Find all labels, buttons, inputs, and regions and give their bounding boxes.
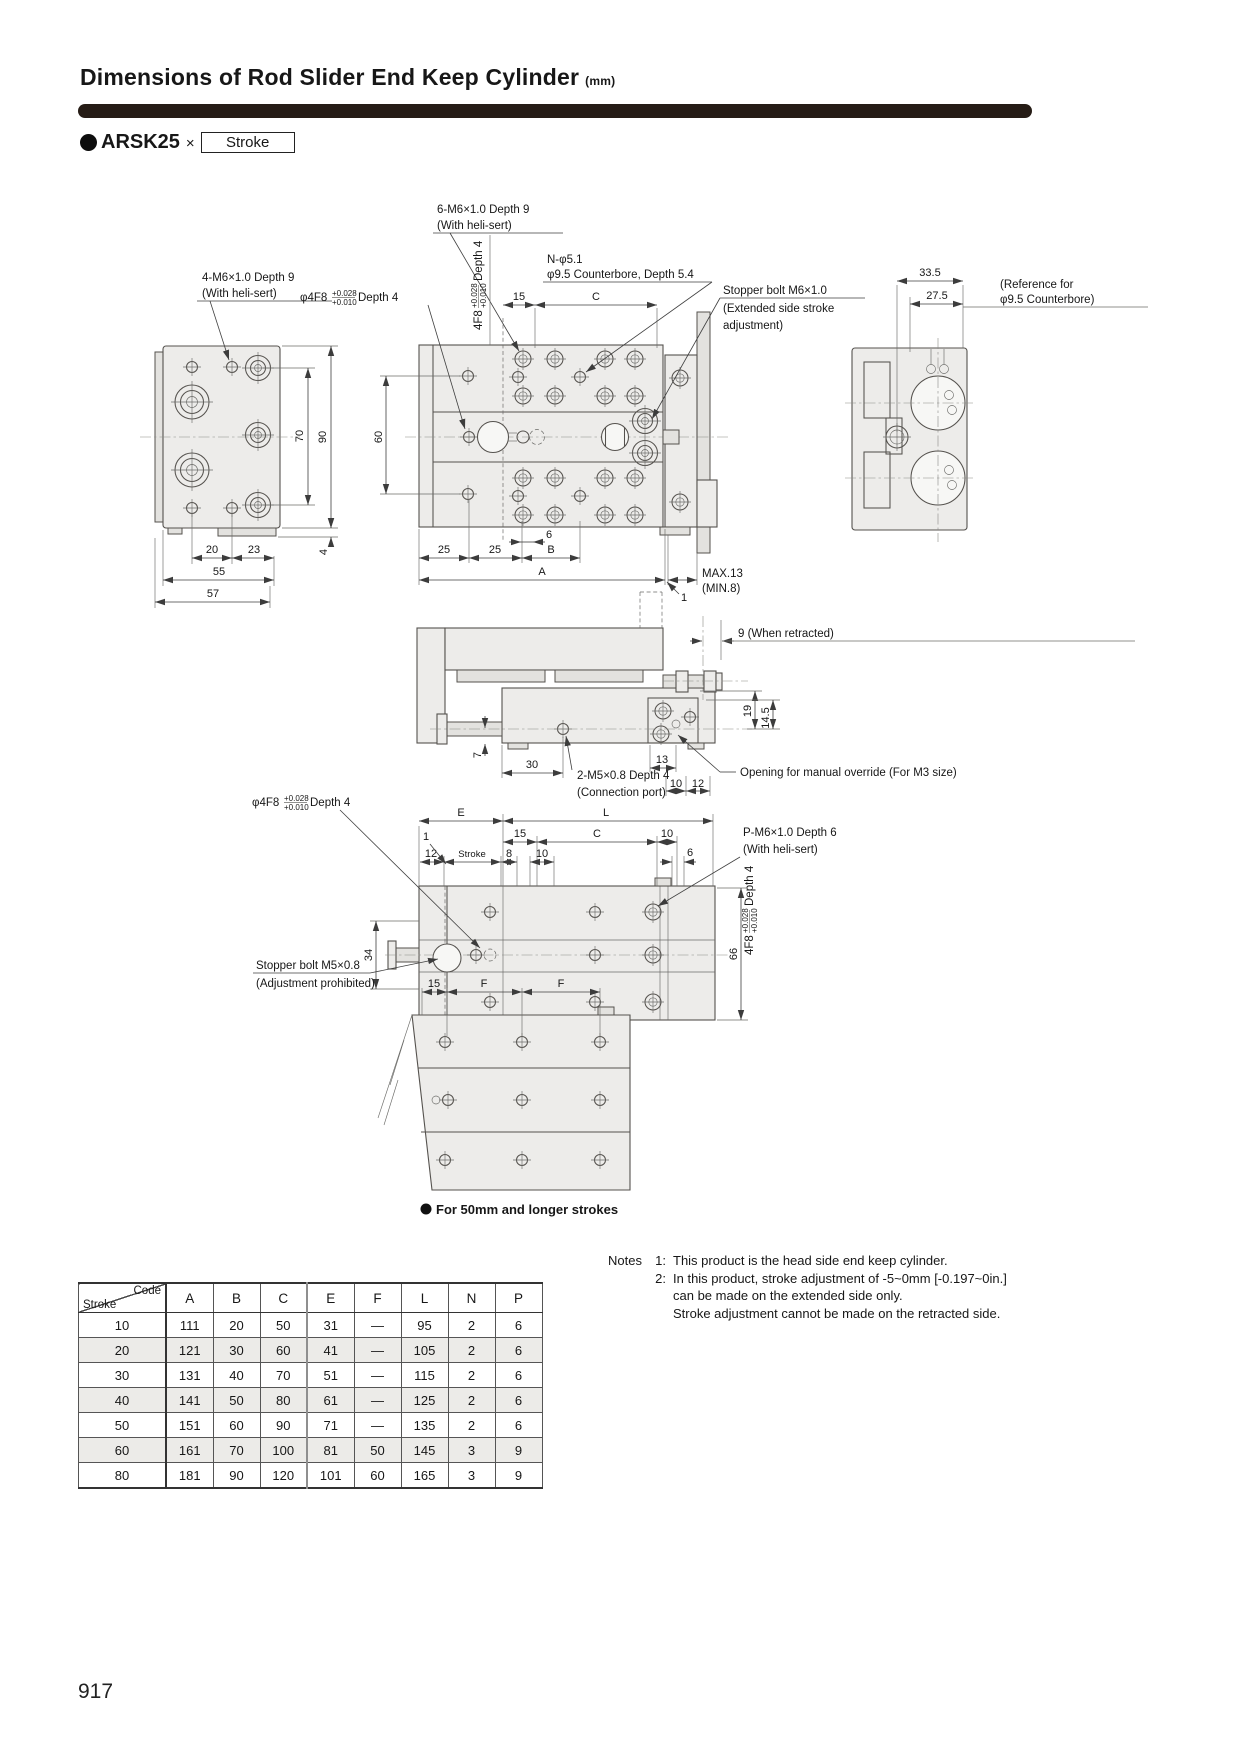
dim-15b: 15 [513, 828, 527, 840]
label-stopper-m5: Stopper bolt M5×0.8 [256, 960, 360, 972]
dim-30: 30 [525, 759, 539, 771]
label-thread-6m6-sub: (With heli-sert) [437, 220, 512, 232]
col-B: B [213, 1283, 260, 1313]
dim-A: A [538, 566, 546, 578]
dim-20: 20 [205, 544, 219, 556]
svg-text:+0.010: +0.010 [479, 283, 488, 308]
view-end-cap [140, 272, 338, 608]
view-plan [300, 204, 865, 604]
label-pin-depth: Depth 4 [358, 292, 399, 304]
dim-23: 23 [247, 544, 261, 556]
dim-Cb: C [593, 828, 601, 840]
dim-max13: MAX.13 [702, 568, 743, 580]
corner-code-label: Code [133, 1285, 161, 1297]
dim-10: 10 [669, 778, 683, 790]
table-row: 10 111 20 50 31 — 95 2 6 [79, 1313, 543, 1338]
tolerance-upper-b: +0.028 [284, 794, 309, 803]
dim-B: B [547, 544, 555, 556]
label-stopper-m6-sub2: adjustment) [723, 320, 784, 332]
dim-L: L [602, 807, 610, 819]
dim-33-5: 33.5 [919, 267, 941, 279]
col-C: C [260, 1283, 307, 1313]
svg-text:+0.010: +0.010 [750, 908, 759, 933]
table-row: 60 161 70 100 81 50 145 3 9 [79, 1438, 543, 1463]
col-N: N [448, 1283, 495, 1313]
dim-C: C [592, 291, 600, 303]
dim-12: 12 [691, 778, 705, 790]
table-row: 20 121 30 60 41 — 105 2 6 [79, 1338, 543, 1363]
view-side-end [845, 267, 1148, 542]
label-n-hole: N-φ5.1 [547, 254, 583, 266]
page-number: 917 [78, 1680, 114, 1703]
tolerance-lower-b: +0.010 [284, 803, 309, 812]
corner-stroke-label: Stroke [83, 1299, 117, 1311]
dim-4: 4 [318, 548, 330, 556]
table-row: 40 141 50 80 61 — 125 2 6 [79, 1388, 543, 1413]
label-pin-hole: φ4F8 [300, 292, 328, 304]
col-E: E [307, 1283, 354, 1313]
note-2-text: In this product, stroke adjustment of -5~0mm [-0.197~0in.] [673, 1270, 1007, 1286]
dim-6b: 6 [686, 847, 694, 859]
dim-15c: 15 [427, 978, 441, 990]
dim-66: 66 [728, 947, 740, 961]
dim-19: 19 [742, 704, 754, 718]
dim-min8: (MIN.8) [702, 583, 741, 595]
label-connection-port: 2-M5×0.8 Depth 4 [577, 770, 670, 782]
multiply-sign: × [185, 135, 195, 152]
dim-F1: F [480, 978, 488, 990]
col-F: F [354, 1283, 401, 1313]
col-L: L [401, 1283, 448, 1313]
dim-57: 57 [206, 588, 220, 600]
dim-7: 7 [472, 751, 484, 759]
label-pm6: P-M6×1.0 Depth 6 [743, 827, 837, 839]
dim-F2: F [557, 978, 565, 990]
label-reference-cb2: φ9.5 Counterbore) [1000, 294, 1095, 306]
label-thread-4m6-sub: (With heli-sert) [202, 288, 277, 300]
label-pin-hole-vertical-bottom [741, 865, 759, 955]
table-row: 50 151 60 90 71 — 135 2 6 [79, 1413, 543, 1438]
svg-text:+0.028: +0.028 [741, 908, 750, 933]
table-header-row [79, 1283, 543, 1313]
page-title-text: Dimensions of Rod Slider End Keep Cylinder [80, 64, 580, 90]
label-n-hole-sub: φ9.5 Counterbore, Depth 5.4 [547, 269, 694, 281]
caption-bullet-icon [421, 1204, 432, 1215]
label-stopper-m5-sub: (Adjustment prohibited) [256, 978, 375, 990]
dimension-table [78, 1282, 543, 1489]
tolerance-upper: +0.028 [332, 289, 357, 298]
dim-27-5: 27.5 [926, 290, 948, 302]
table-row: 30 131 40 70 51 — 115 2 6 [79, 1363, 543, 1388]
note-2-num: 2: [655, 1270, 666, 1286]
dim-12b: 12 [424, 848, 438, 860]
note-line-1 [608, 1252, 1007, 1270]
notes [608, 1252, 1007, 1322]
dim-13: 13 [655, 754, 669, 766]
view-elevation [417, 592, 1135, 799]
col-A: A [166, 1283, 213, 1313]
svg-text:Depth 4: Depth 4 [744, 865, 756, 906]
dim-6: 6 [545, 529, 553, 541]
dim-15: 15 [512, 291, 526, 303]
dim-E: E [457, 807, 465, 819]
label-stopper-m6: Stopper bolt M6×1.0 [723, 285, 827, 297]
svg-text:Depth 4: Depth 4 [473, 240, 485, 281]
dim-stroke: Stroke [458, 849, 486, 860]
dim-25a: 25 [437, 544, 451, 556]
label-stopper-m6-sub1: (Extended side stroke [723, 303, 835, 315]
note-1-text: This product is the head side end keep cylinder. [673, 1253, 948, 1268]
dim-1: 1 [680, 592, 688, 604]
dim-90: 90 [317, 430, 329, 444]
tolerance-lower: +0.010 [332, 298, 357, 307]
table-corner-cell [79, 1283, 167, 1313]
dim-10c: 10 [535, 848, 549, 860]
col-P: P [495, 1283, 542, 1313]
dim-34: 34 [363, 948, 375, 962]
model-code: ARSK25 [101, 131, 180, 153]
label-reference-cb1: (Reference for [1000, 279, 1074, 291]
dim-60: 60 [373, 430, 385, 444]
dim-25b: 25 [488, 544, 502, 556]
label-pin-hole-vertical [470, 240, 488, 330]
label-connection-port-sub: (Connection port) [577, 787, 666, 799]
view-bottom [252, 794, 837, 1020]
svg-text:+0.028: +0.028 [470, 283, 479, 308]
label-manual-override: Opening for manual override (For M3 size) [740, 767, 957, 779]
label-thread-4m6: 4-M6×1.0 Depth 9 [202, 272, 295, 284]
note-1-num: 1: [655, 1253, 666, 1268]
page-title-unit: (mm) [585, 74, 616, 88]
label-pm6-sub: (With heli-sert) [743, 844, 818, 856]
dim-9-retracted: 9 (When retracted) [738, 628, 834, 640]
dim-1b: 1 [422, 831, 430, 843]
label-pin-hole-bottom: φ4F8 [252, 797, 280, 809]
dim-8: 8 [505, 848, 513, 860]
svg-text:4F8: 4F8 [744, 935, 756, 955]
note-line-3: can be made on the extended side only. [673, 1288, 903, 1303]
dim-70: 70 [294, 429, 306, 443]
long-stroke-caption: For 50mm and longer strokes [436, 1202, 619, 1217]
dim-14-5: 14.5 [760, 707, 772, 729]
svg-text:4F8: 4F8 [473, 310, 485, 330]
table-row: 80 181 90 120 101 60 165 3 9 [79, 1463, 543, 1489]
dim-55: 55 [212, 566, 226, 578]
label-thread-6m6: 6-M6×1.0 Depth 9 [437, 204, 530, 216]
notes-label: Notes [608, 1253, 642, 1268]
note-line-4: Stroke adjustment cannot be made on the retracted side. [673, 1305, 1001, 1321]
stroke-placeholder-box: Stroke [201, 132, 295, 153]
dim-10b: 10 [660, 828, 674, 840]
label-pin-depth-b: Depth 4 [310, 797, 351, 809]
note-line-2 [608, 1270, 1007, 1288]
